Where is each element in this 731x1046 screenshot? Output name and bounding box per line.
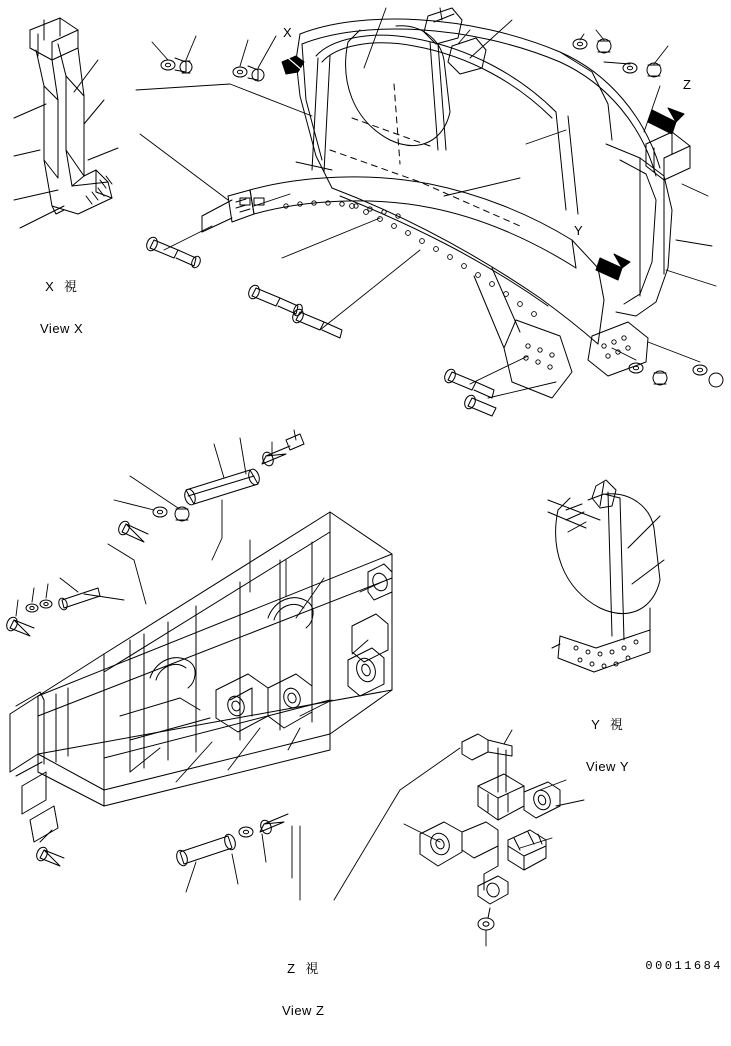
- section-marker-z: Z: [683, 77, 691, 92]
- view-label-z-en: View Z: [282, 1003, 325, 1018]
- fasteners-lower: [5, 434, 560, 930]
- section-marker-y: Y: [574, 223, 583, 238]
- view-label-y-en: View Y: [586, 759, 629, 774]
- main-blade-assembly: [202, 8, 690, 398]
- view-label-x-jp: X 視: [45, 279, 79, 294]
- view-label-x-en: View X: [40, 321, 84, 336]
- view-z-assembly: [10, 512, 392, 842]
- leader-lines-lower: [16, 430, 584, 946]
- view-label-x: [40, 252, 83, 364]
- section-marker-x: X: [283, 25, 292, 40]
- view-x-detail: [14, 18, 118, 228]
- drawing-part-number: 00011684: [645, 959, 723, 973]
- view-label-z-jp: Z 視: [287, 961, 320, 976]
- view-label-y: [586, 690, 629, 802]
- view-label-y-jp: Y 視: [591, 717, 624, 732]
- view-y-detail: [548, 480, 664, 672]
- view-label-z: [282, 934, 325, 1046]
